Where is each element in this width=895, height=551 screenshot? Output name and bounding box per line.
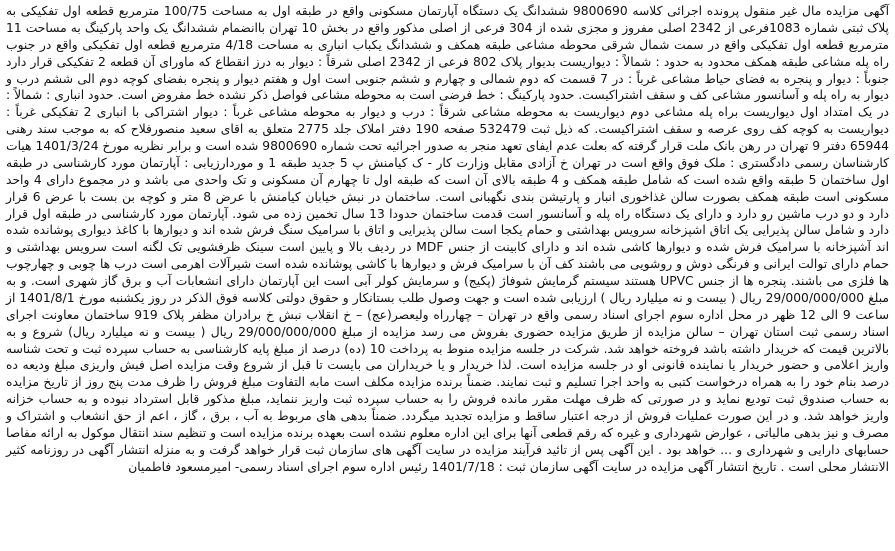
- notice-body: آگهی مزایده مال غیر منقول پرونده اجرائی کلاسه 9800690 ششدانگ یک دستگاه آپارتمان مسکونی واقع در طبقه اول به مساحت 100/75 مترمربع قطعه اول تفکیکی به پلاک ثبتی شماره 1083فرعی از 2342 اصلی مفروز و مجزی شده از 304 فرعی از اصلی مذکور واقع در بخش 10 تهران باانضمام ششدانگ یک واحد پارکینگ به مساحت 11 مترمربع قطعه اول تفکیکی واقع در سمت شمال شرقی محوطه مشاعی طبقه همکف و ششدانگ یکباب انباری به مساحت 4/18 مترمربع قطعه اول تفکیکی واقع در جنوب راه پله مشاعی طبقه همکف محدود به حدود : شمالاً : دیواریست بدیوار پلاک 802 فرعی از 2342 اصلی شرقاً : دیوار به درز انقطاع که ماورای آن قطعه 2 تفکیکی قرار دارد جنوباً : دیوار و پنجره به فضای حیاط مشاعی غرباً : در 7 قسمت که دوم شمالی و چهارم و ششم جنوبی است اول و هفتم دیوار و پنجره بفضای کوچه دوم الی ششم درب و دیوار به راه پله و آسانسور مشاعی کف و سقف اشتراکیست. حدود پارکینگ : خط فرضی است به محوطه مشاعی فواصل ذکر نشده خط مفروض است. حدود انباری : شمالاً : در یک امتداد اول دیواریست براه پله مشاعی دوم دیواریست به محوطه مشاعی شرقاً : درب و دیوار به محوطه مشاعی غرباً : دیوار اشتراکی با انباری 2 تفکیکی غرباً : دیواریست به کوچه کف روی عرصه و سقف اشتراکیست. که ذیل ثبت 532479 صفحه 190 دفتر املاک جلد 2775 متعلق به اقای سعید منصورفلاح که به موجب سند رهنی 65944 دفتر 9 تهران در رهن بانک ملت قرار گرفته که بعلت عدم ایفای تعهد منجر به صدور اجرائیه تحت شماره 9800690 شده است و برابر نظریه مورخ 1401/3/24 هیات کارشناسان رسمی دادگستری : ملک فوق واقع است در تهران خ آزادی مقابل وزارت کار - ک کیامنش پ 5 جدید طبقه 1 و موردارزیابی : آپارتمان مورد کارشناسی در طبقه اول ساختمان 5 طبقه واقع شده است که شامل طبقه همکف و 4 طبقه بالای آن است که طبقه اول تا چهارم آن مسکونی و تک واحدی می باشد و در مجموع دارای 4 واحد مسکونی است طبقه همکف بصورت سالن غذاخوری انبار و پارتیشن بندی نگهبانی است. ساختمان در نبش خیابان کیامنش با عرض 8 متر و کوچه بن بست با عرض 6 قرار دارد و دو درب ماشین رو دارد و دارای یک دستگاه راه پله و آسانسور است قدمت ساختمان حدودا 13 سال تخمین زده می شود. آپارتمان مورد کارشناسی در طبقه اول قرار دارد و شامل سالن پذیرایی یک اتاق اشپزخانه سرویس بهداشتی و حمام یکجا است سالن پذیرایی و اتاق با سرامیک سنگ فرش شده اند و دیوارها با کاغذ دیواری پوشانده شده اند آشپزخانه با سرامیک فرش شده و دیوارها کاشی شده اند و دارای کابینت از جنس MDF در ردیف بالا و پایین است سینک ظرفشویی تک لگنه است سرویس بهداشتی و حمام دارای توالت ایرانی و فرنگی دوش و روشویی می باشند کف آن با سرامیک فرش و دیوارها با کاشی پوشانده شده است شیرآلات اهرمی است درب ها چوبی و چهارچوب ها فلزی می باشند. پنجره ها از جنس UPVC هستند سیستم گرمایش شوفاژ (پکیج) و سرمایش کولر آبی است این آپارتمان دارای انشعابات آب و برق گاز شهری است. و به مبلغ 29/000/000/000 ریال ( بیست و نه میلیارد ریال ) ارزیابی شده است و جهت وصول طلب بستانکار و حقوق دولتی کلاسه فوق الذکر در روز یکشنبه مورخ 1401/8/1 از ساعت 9 الی 12 ظهر در محل اداره سوم اجرای اسناد رسمی واقع در تهران – چهارراه ولیعصر(عج) – خ انقلاب نبش خ برادران مظفر پلاک 919 ساختمان معاونت اجرای اسناد رسمی ثبت استان تهران – سالن مزایده از طریق مزایده حضوری بفروش می رسد مزایده از مبلغ 29/000/000/000 ریال ( بیست و نه میلیارد ریال) شروع و به بالاترین قیمت که خریدار داشته باشد فروخته خواهد شد. شرکت در جلسه مزایده منوط به پرداخت 10 (ده) درصد از مبلغ پایه کارشناسی به حساب سپرده ثبت و تحت شناسه واریز اعلامی و حضور خریدار یا نماینده قانونی او در جلسه مزایده است. لذا خریدار و یا خریداران می بایست تا قبل از شروع وقت مزایده اصل فیش واریزی مبلغ ودیعه ده درصد بنام خود را به همراه درخواست کتبی به واحد اجرا تسلیم و ثبت نمایند. ضمناً برنده مزایده مکلف است مابه التفاوت مبلغ فروش را ظرف مدت پنج روز از تاریخ مزایده به حساب صندوق ثبت تودیع نماید و در صورتی که ظرف مهلت مقرر مانده فروش را به حساب سپرده ثبت واریز ننماید، مبلغ مذکور قابل استرداد نبوده و به حساب خزانه واریز خواهد شد. و در این صورت عملیات فروش از درجه اعتبار ساقط و مزایده تجدید میگردد. ضمناً بدهی های مربوط به آب ، برق ، گاز ، اعم از حق انشعاب و اشتراک و مصرف و نیز بدهی مالیاتی ، عوارض شهرداری و غیره که رقم قطعی آنها برای این اداره معلوم نشده است بعهده برنده مزایده است و تنظیم سند انتقال موکول به ارائه مفاصا حسابهای دارایی و شهرداری و ... خواهد بود . این آگهی پس از تائید فرآیند مزایده در سایت آگهی های سازمان ثبت قرار خواهد گرفت و به منزله انتشار آگهی در روزنامه کثیر الانتشار محلی است . تاریخ انتشار آگهی مزایده در سایت آگهی سازمان ثبت : 1401/7/18 رئیس اداره سوم اجرای اسناد رسمی- امیرمسعود فاطمیان: [6, 4, 890, 474]
